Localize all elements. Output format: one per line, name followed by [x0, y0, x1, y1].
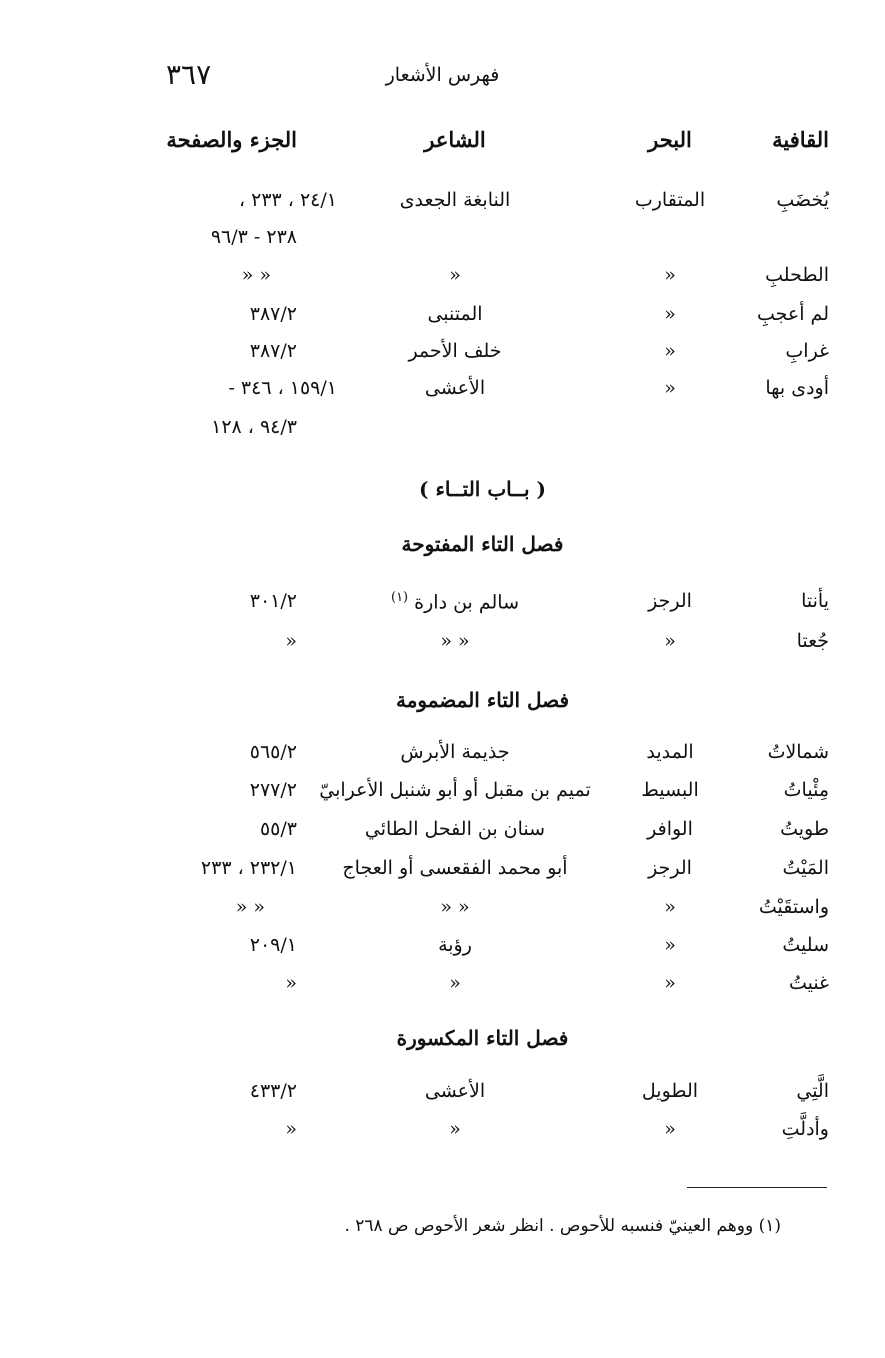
table-row-reference: ٢٠٩/١ [249, 934, 297, 956]
footnote-mark: (١) [390, 590, 409, 605]
table-row-reference: ٢٤/١ ، ٢٣٣ ، [238, 189, 337, 211]
table-row-poet: النابغة الجعدى [399, 189, 511, 211]
table-row-poet: جذيمة الأبرش [400, 741, 510, 763]
table-row-meter: المديد [646, 741, 694, 763]
table-row-reference: ١٥٩/١ ، ٣٤٦ - [228, 377, 337, 399]
table-row-reference: » [285, 1118, 297, 1140]
table-row-reference-continued: ٢٣٨ - ٩٦/٣ [210, 226, 297, 248]
table-row-reference: » [285, 972, 297, 994]
table-row-rhyme: شمالاتُ [767, 741, 829, 763]
running-header: فهرس الأشعار [385, 64, 500, 86]
table-row-poet: أبو محمد الفقعسى أو العجاج [342, 857, 568, 879]
table-row-poet [290, 590, 620, 613]
table-row-poet: » [449, 972, 461, 994]
table-row-meter: » [664, 630, 676, 652]
table-row-poet: » » [440, 896, 470, 918]
table-row-poet: الأعشى [424, 1080, 486, 1102]
table-row-meter: البسيط [641, 779, 699, 801]
table-row-meter: » [664, 303, 676, 325]
table-row-rhyme: أودى بها [765, 377, 829, 399]
table-row-reference: » » [235, 896, 265, 918]
table-row-rhyme: جُعتا [796, 630, 829, 652]
table-row-poet: سنان بن الفحل الطائي [364, 818, 546, 840]
table-row-reference: ٢٧٧/٢ [249, 779, 297, 801]
table-row-meter: » [664, 972, 676, 994]
table-row-rhyme: يأنتا [801, 590, 829, 612]
table-row-meter: » [664, 264, 676, 286]
table-row-rhyme: الَّتِي [796, 1080, 829, 1102]
page-number: ٣٦٧ [166, 58, 212, 91]
section-title-kasr: فصل التاء المكسورة [396, 1026, 569, 1050]
footnote-divider [687, 1187, 827, 1188]
table-row-meter: » [664, 377, 676, 399]
section-title-fath: فصل التاء المفتوحة [401, 532, 564, 556]
table-row-poet: الأعشى [424, 377, 486, 399]
table-row-poet: » [449, 1118, 461, 1140]
table-row-reference: ٥٥/٣ [259, 818, 297, 840]
table-row-rhyme: غنيتُ [788, 972, 829, 994]
table-row-rhyme: لم أعجبِ [756, 303, 829, 325]
table-row-poet: » » [440, 630, 470, 652]
table-row-rhyme: طويتُ [780, 818, 829, 840]
column-header-rhyme: القافية [772, 127, 829, 152]
table-row-meter: » [664, 896, 676, 918]
table-row-reference: » » [241, 264, 271, 286]
table-row-reference: ٤٣٣/٢ [249, 1080, 297, 1102]
table-row-rhyme: يُخضَبِ [776, 189, 829, 211]
table-row-poet: » [449, 264, 461, 286]
table-row-rhyme: الطحلبِ [765, 264, 829, 286]
table-row-poet: تميم بن مقبل أو أبو شنبل الأعرابيّ [319, 779, 591, 801]
table-row-meter: » [664, 1118, 676, 1140]
table-row-rhyme: سليتُ [782, 934, 829, 956]
table-row-rhyme: غرابِ [785, 340, 829, 362]
table-row-poet: رؤبة [438, 934, 472, 956]
footnote: (١) ووهم العينيّ فنسبه للأحوص . انظر شعر الأحوص ص ٢٦٨ . [344, 1216, 781, 1236]
table-row-reference: ٢٣٢/١ ، ٢٣٣ [200, 857, 297, 879]
table-row-reference: » [285, 630, 297, 652]
table-row-meter: » [664, 340, 676, 362]
table-row-meter: » [664, 934, 676, 956]
section-title-damm: فصل التاء المضمومة [395, 688, 570, 712]
table-row-rhyme: المَيْتُ [782, 857, 829, 879]
table-row-meter: الطويل [641, 1080, 699, 1102]
table-row-reference: ٣٨٧/٢ [249, 340, 297, 362]
chapter-title: ( بــاب التــاء ) [419, 477, 546, 501]
column-header-reference: الجزء والصفحة [166, 127, 297, 152]
table-row-poet: المتنبى [427, 303, 483, 325]
table-row-poet: خلف الأحمر [408, 340, 502, 362]
table-row-reference: ٣٠١/٢ [249, 590, 297, 612]
table-row-meter: الرجز [648, 857, 692, 879]
column-header-meter: البحر [648, 127, 692, 152]
table-row-rhyme: مِئْياتُ [783, 779, 829, 801]
table-row-meter: الوافر [647, 818, 693, 840]
table-row-reference-continued: ٩٤/٣ ، ١٢٨ [211, 416, 297, 438]
table-row-meter: الرجز [648, 590, 692, 612]
table-row-meter: المتقارب [634, 189, 706, 211]
table-row-rhyme: واستقَيْتُ [758, 896, 829, 918]
table-row-rhyme: وأدلَّتِ [781, 1118, 829, 1140]
table-row-reference: ٥٦٥/٢ [249, 741, 297, 763]
poet-name: سالم بن دارة [414, 591, 520, 614]
table-row-reference: ٣٨٧/٢ [249, 303, 297, 325]
column-header-poet: الشاعر [424, 127, 486, 152]
